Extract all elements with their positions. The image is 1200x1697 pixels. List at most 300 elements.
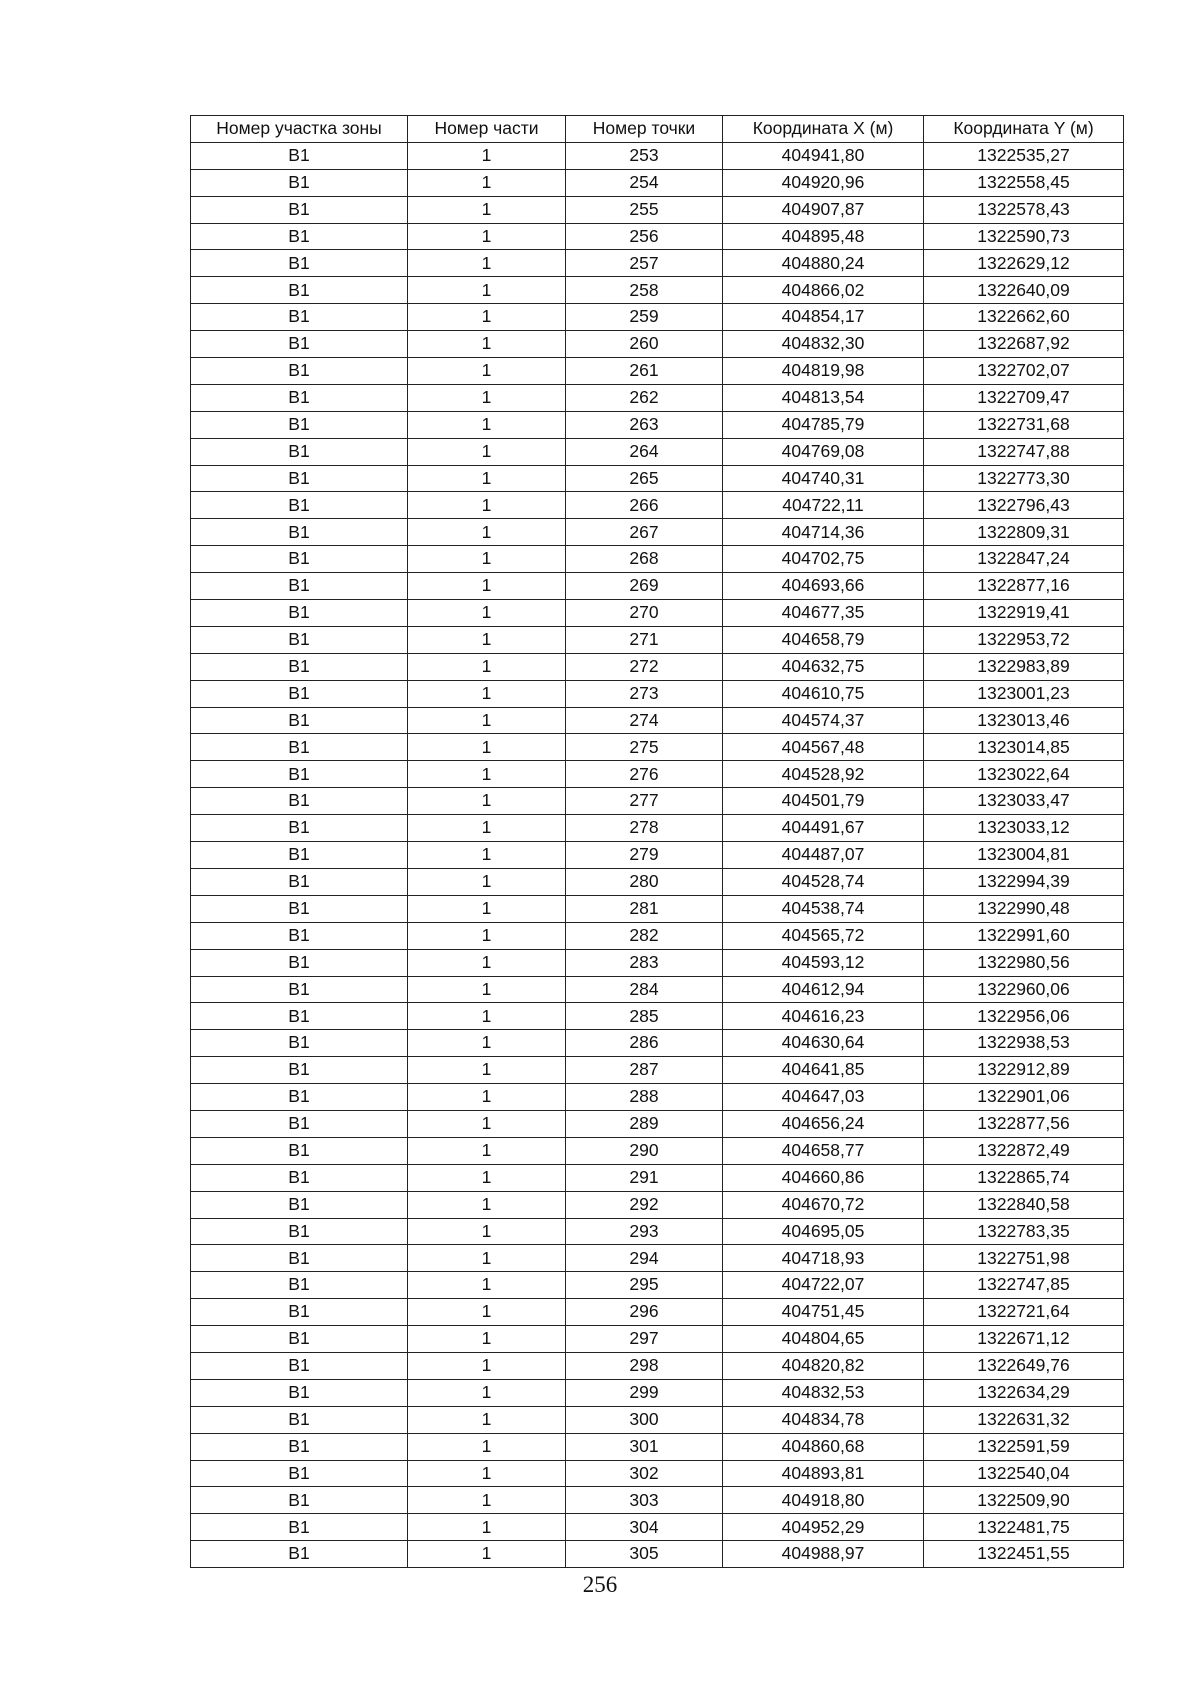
- coordinate-y-cell: 1323004,81: [924, 842, 1124, 869]
- part-number-cell: 1: [408, 895, 566, 922]
- coordinate-x-cell: 404832,30: [723, 331, 924, 358]
- point-number-cell: 277: [566, 788, 723, 815]
- table-row: [191, 573, 1124, 600]
- point-number-cell: 270: [566, 600, 723, 627]
- zone-section-cell: В1: [191, 438, 408, 465]
- zone-section-cell: В1: [191, 1218, 408, 1245]
- coordinate-y-cell: 1322847,24: [924, 546, 1124, 573]
- zone-section-cell: В1: [191, 707, 408, 734]
- coordinate-y-cell: 1322640,09: [924, 277, 1124, 304]
- table-row: [191, 196, 1124, 223]
- point-number-cell: 299: [566, 1379, 723, 1406]
- coordinate-x-cell: 404941,80: [723, 142, 924, 169]
- zone-section-cell: В1: [191, 1084, 408, 1111]
- table-row: [191, 519, 1124, 546]
- coordinate-y-cell: 1322840,58: [924, 1191, 1124, 1218]
- part-number-cell: 1: [408, 358, 566, 385]
- coordinate-x-cell: 404834,78: [723, 1406, 924, 1433]
- table-row: [191, 1191, 1124, 1218]
- table-row: [191, 411, 1124, 438]
- table-row: [191, 922, 1124, 949]
- table-row: [191, 1406, 1124, 1433]
- zone-section-cell: В1: [191, 949, 408, 976]
- part-number-cell: 1: [408, 1379, 566, 1406]
- zone-section-cell: В1: [191, 976, 408, 1003]
- coordinate-y-cell: 1322865,74: [924, 1164, 1124, 1191]
- coordinate-x-cell: 404702,75: [723, 546, 924, 573]
- point-number-cell: 305: [566, 1541, 723, 1568]
- part-number-cell: 1: [408, 1433, 566, 1460]
- zone-section-cell: В1: [191, 142, 408, 169]
- table-row: [191, 868, 1124, 895]
- coordinate-y-cell: 1322721,64: [924, 1299, 1124, 1326]
- coordinate-x-cell: 404491,67: [723, 815, 924, 842]
- coordinate-x-cell: 404632,75: [723, 653, 924, 680]
- table-row: [191, 842, 1124, 869]
- table-row: [191, 384, 1124, 411]
- table-row: [191, 1110, 1124, 1137]
- coordinate-y-cell: 1322938,53: [924, 1030, 1124, 1057]
- table-row: [191, 1487, 1124, 1514]
- part-number-cell: 1: [408, 1326, 566, 1353]
- part-number-cell: 1: [408, 842, 566, 869]
- point-number-cell: 298: [566, 1352, 723, 1379]
- part-number-cell: 1: [408, 626, 566, 653]
- coordinate-y-cell: 1322991,60: [924, 922, 1124, 949]
- point-number-cell: 290: [566, 1137, 723, 1164]
- table-row: [191, 815, 1124, 842]
- coordinate-y-cell: 1322990,48: [924, 895, 1124, 922]
- coordinate-x-cell: 404718,93: [723, 1245, 924, 1272]
- coordinate-x-cell: 404751,45: [723, 1299, 924, 1326]
- point-number-cell: 260: [566, 331, 723, 358]
- coordinate-y-cell: 1322901,06: [924, 1084, 1124, 1111]
- coordinate-x-cell: 404630,64: [723, 1030, 924, 1057]
- table-row: [191, 1541, 1124, 1568]
- zone-section-cell: В1: [191, 761, 408, 788]
- part-number-cell: 1: [408, 600, 566, 627]
- table-row: [191, 976, 1124, 1003]
- point-number-cell: 264: [566, 438, 723, 465]
- coordinate-x-cell: 404487,07: [723, 842, 924, 869]
- part-number-cell: 1: [408, 868, 566, 895]
- zone-section-cell: В1: [191, 653, 408, 680]
- coordinate-x-cell: 404740,31: [723, 465, 924, 492]
- point-number-cell: 285: [566, 1003, 723, 1030]
- header-coordinate-y: Координата Y (м): [924, 116, 1124, 143]
- zone-section-cell: В1: [191, 1245, 408, 1272]
- zone-section-cell: В1: [191, 331, 408, 358]
- zone-section-cell: В1: [191, 734, 408, 761]
- point-number-cell: 281: [566, 895, 723, 922]
- point-number-cell: 300: [566, 1406, 723, 1433]
- coordinate-y-cell: 1322451,55: [924, 1541, 1124, 1568]
- part-number-cell: 1: [408, 142, 566, 169]
- point-number-cell: 294: [566, 1245, 723, 1272]
- part-number-cell: 1: [408, 250, 566, 277]
- part-number-cell: 1: [408, 680, 566, 707]
- coordinate-y-cell: 1322980,56: [924, 949, 1124, 976]
- coordinate-y-cell: 1323001,23: [924, 680, 1124, 707]
- zone-section-cell: В1: [191, 1487, 408, 1514]
- point-number-cell: 255: [566, 196, 723, 223]
- zone-section-cell: В1: [191, 250, 408, 277]
- table-row: [191, 600, 1124, 627]
- zone-section-cell: В1: [191, 1057, 408, 1084]
- part-number-cell: 1: [408, 949, 566, 976]
- part-number-cell: 1: [408, 1110, 566, 1137]
- table-row: [191, 895, 1124, 922]
- coordinate-x-cell: 404722,07: [723, 1272, 924, 1299]
- zone-section-cell: В1: [191, 169, 408, 196]
- part-number-cell: 1: [408, 277, 566, 304]
- coordinate-x-cell: 404866,02: [723, 277, 924, 304]
- header-coordinate-x: Координата X (м): [723, 116, 924, 143]
- point-number-cell: 289: [566, 1110, 723, 1137]
- coordinates-table: [190, 115, 1124, 1568]
- table-row: [191, 304, 1124, 331]
- coordinate-x-cell: 404819,98: [723, 358, 924, 385]
- coordinate-x-cell: 404610,75: [723, 680, 924, 707]
- part-number-cell: 1: [408, 1460, 566, 1487]
- zone-section-cell: В1: [191, 358, 408, 385]
- point-number-cell: 303: [566, 1487, 723, 1514]
- table-row: [191, 1326, 1124, 1353]
- table-row: [191, 707, 1124, 734]
- point-number-cell: 275: [566, 734, 723, 761]
- coordinate-x-cell: 404820,82: [723, 1352, 924, 1379]
- coordinate-x-cell: 404501,79: [723, 788, 924, 815]
- point-number-cell: 273: [566, 680, 723, 707]
- coordinate-y-cell: 1322877,16: [924, 573, 1124, 600]
- point-number-cell: 292: [566, 1191, 723, 1218]
- point-number-cell: 259: [566, 304, 723, 331]
- zone-section-cell: В1: [191, 304, 408, 331]
- coordinate-x-cell: 404647,03: [723, 1084, 924, 1111]
- point-number-cell: 284: [566, 976, 723, 1003]
- coordinate-y-cell: 1322702,07: [924, 358, 1124, 385]
- coordinate-y-cell: 1322731,68: [924, 411, 1124, 438]
- point-number-cell: 263: [566, 411, 723, 438]
- zone-section-cell: В1: [191, 465, 408, 492]
- coordinate-y-cell: 1323033,12: [924, 815, 1124, 842]
- point-number-cell: 262: [566, 384, 723, 411]
- coordinate-y-cell: 1322956,06: [924, 1003, 1124, 1030]
- part-number-cell: 1: [408, 1406, 566, 1433]
- table-row: [191, 492, 1124, 519]
- part-number-cell: 1: [408, 169, 566, 196]
- part-number-cell: 1: [408, 1245, 566, 1272]
- coordinate-y-cell: 1322709,47: [924, 384, 1124, 411]
- coordinate-y-cell: 1322540,04: [924, 1460, 1124, 1487]
- coordinate-y-cell: 1322671,12: [924, 1326, 1124, 1353]
- table-row: [191, 1245, 1124, 1272]
- point-number-cell: 276: [566, 761, 723, 788]
- point-number-cell: 304: [566, 1514, 723, 1541]
- point-number-cell: 295: [566, 1272, 723, 1299]
- coordinate-x-cell: 404528,92: [723, 761, 924, 788]
- coordinate-x-cell: 404593,12: [723, 949, 924, 976]
- zone-section-cell: В1: [191, 277, 408, 304]
- zone-section-cell: В1: [191, 1164, 408, 1191]
- coordinate-x-cell: 404769,08: [723, 438, 924, 465]
- table-row: [191, 1164, 1124, 1191]
- coordinate-x-cell: 404804,65: [723, 1326, 924, 1353]
- point-number-cell: 253: [566, 142, 723, 169]
- table-row: [191, 949, 1124, 976]
- coordinate-x-cell: 404656,24: [723, 1110, 924, 1137]
- coordinate-y-cell: 1323013,46: [924, 707, 1124, 734]
- table-row: [191, 546, 1124, 573]
- point-number-cell: 274: [566, 707, 723, 734]
- coordinate-y-cell: 1322509,90: [924, 1487, 1124, 1514]
- part-number-cell: 1: [408, 438, 566, 465]
- header-part-number: Номер части: [408, 116, 566, 143]
- table-header: [191, 116, 1124, 143]
- part-number-cell: 1: [408, 1164, 566, 1191]
- part-number-cell: 1: [408, 1137, 566, 1164]
- table-row: [191, 1137, 1124, 1164]
- coordinate-x-cell: 404893,81: [723, 1460, 924, 1487]
- zone-section-cell: В1: [191, 546, 408, 573]
- coordinate-x-cell: 404952,29: [723, 1514, 924, 1541]
- part-number-cell: 1: [408, 465, 566, 492]
- part-number-cell: 1: [408, 1299, 566, 1326]
- coordinate-y-cell: 1322590,73: [924, 223, 1124, 250]
- coordinate-y-cell: 1322877,56: [924, 1110, 1124, 1137]
- part-number-cell: 1: [408, 304, 566, 331]
- zone-section-cell: В1: [191, 626, 408, 653]
- point-number-cell: 297: [566, 1326, 723, 1353]
- point-number-cell: 280: [566, 868, 723, 895]
- point-number-cell: 288: [566, 1084, 723, 1111]
- table-row: [191, 1218, 1124, 1245]
- point-number-cell: 291: [566, 1164, 723, 1191]
- coordinate-y-cell: 1322773,30: [924, 465, 1124, 492]
- coordinate-x-cell: 404658,79: [723, 626, 924, 653]
- part-number-cell: 1: [408, 411, 566, 438]
- coordinate-y-cell: 1322649,76: [924, 1352, 1124, 1379]
- point-number-cell: 271: [566, 626, 723, 653]
- table-row: [191, 250, 1124, 277]
- zone-section-cell: В1: [191, 1110, 408, 1137]
- coordinate-y-cell: 1322578,43: [924, 196, 1124, 223]
- coordinate-y-cell: 1322872,49: [924, 1137, 1124, 1164]
- zone-section-cell: В1: [191, 680, 408, 707]
- zone-section-cell: В1: [191, 1326, 408, 1353]
- table-row: [191, 438, 1124, 465]
- part-number-cell: 1: [408, 223, 566, 250]
- table-body: [191, 142, 1124, 1567]
- zone-section-cell: В1: [191, 573, 408, 600]
- zone-section-cell: В1: [191, 1379, 408, 1406]
- point-number-cell: 265: [566, 465, 723, 492]
- table-row: [191, 1514, 1124, 1541]
- part-number-cell: 1: [408, 1352, 566, 1379]
- coordinate-x-cell: 404612,94: [723, 976, 924, 1003]
- coordinate-x-cell: 404714,36: [723, 519, 924, 546]
- part-number-cell: 1: [408, 546, 566, 573]
- coordinate-x-cell: 404854,17: [723, 304, 924, 331]
- table-row: [191, 1299, 1124, 1326]
- coordinate-x-cell: 404918,80: [723, 1487, 924, 1514]
- coordinate-y-cell: 1322796,43: [924, 492, 1124, 519]
- part-number-cell: 1: [408, 384, 566, 411]
- zone-section-cell: В1: [191, 1137, 408, 1164]
- zone-section-cell: В1: [191, 1433, 408, 1460]
- point-number-cell: 279: [566, 842, 723, 869]
- zone-section-cell: В1: [191, 600, 408, 627]
- part-number-cell: 1: [408, 707, 566, 734]
- table-row: [191, 1030, 1124, 1057]
- coordinate-y-cell: 1322629,12: [924, 250, 1124, 277]
- point-number-cell: 302: [566, 1460, 723, 1487]
- point-number-cell: 267: [566, 519, 723, 546]
- part-number-cell: 1: [408, 1191, 566, 1218]
- coordinate-x-cell: 404695,05: [723, 1218, 924, 1245]
- zone-section-cell: В1: [191, 1352, 408, 1379]
- table-row: [191, 1433, 1124, 1460]
- coordinate-y-cell: 1322960,06: [924, 976, 1124, 1003]
- coordinate-y-cell: 1322687,92: [924, 331, 1124, 358]
- coordinate-x-cell: 404641,85: [723, 1057, 924, 1084]
- coordinate-x-cell: 404832,53: [723, 1379, 924, 1406]
- zone-section-cell: В1: [191, 223, 408, 250]
- coordinate-y-cell: 1322751,98: [924, 1245, 1124, 1272]
- coordinate-x-cell: 404693,66: [723, 573, 924, 600]
- point-number-cell: 258: [566, 277, 723, 304]
- table-row: [191, 788, 1124, 815]
- part-number-cell: 1: [408, 196, 566, 223]
- coordinate-x-cell: 404574,37: [723, 707, 924, 734]
- coordinate-y-cell: 1322634,29: [924, 1379, 1124, 1406]
- coordinate-y-cell: 1322912,89: [924, 1057, 1124, 1084]
- header-zone-section: Номер участка зоны: [191, 116, 408, 143]
- zone-section-cell: В1: [191, 895, 408, 922]
- table-row: [191, 680, 1124, 707]
- point-number-cell: 256: [566, 223, 723, 250]
- part-number-cell: 1: [408, 734, 566, 761]
- table-row: [191, 626, 1124, 653]
- coordinate-y-cell: 1323033,47: [924, 788, 1124, 815]
- zone-section-cell: В1: [191, 868, 408, 895]
- part-number-cell: 1: [408, 331, 566, 358]
- table-row: [191, 358, 1124, 385]
- zone-section-cell: В1: [191, 1272, 408, 1299]
- coordinate-y-cell: 1322591,59: [924, 1433, 1124, 1460]
- table-row: [191, 734, 1124, 761]
- point-number-cell: 282: [566, 922, 723, 949]
- coordinate-y-cell: 1322919,41: [924, 600, 1124, 627]
- point-number-cell: 278: [566, 815, 723, 842]
- part-number-cell: 1: [408, 1272, 566, 1299]
- table-row: [191, 653, 1124, 680]
- part-number-cell: 1: [408, 761, 566, 788]
- point-number-cell: 269: [566, 573, 723, 600]
- point-number-cell: 272: [566, 653, 723, 680]
- table-row: [191, 761, 1124, 788]
- part-number-cell: 1: [408, 976, 566, 1003]
- part-number-cell: 1: [408, 492, 566, 519]
- coordinate-x-cell: 404907,87: [723, 196, 924, 223]
- coordinate-x-cell: 404988,97: [723, 1541, 924, 1568]
- zone-section-cell: В1: [191, 1299, 408, 1326]
- coordinate-y-cell: 1322631,32: [924, 1406, 1124, 1433]
- point-number-cell: 301: [566, 1433, 723, 1460]
- point-number-cell: 261: [566, 358, 723, 385]
- coordinate-x-cell: 404813,54: [723, 384, 924, 411]
- coordinate-y-cell: 1322535,27: [924, 142, 1124, 169]
- table-row: [191, 1460, 1124, 1487]
- zone-section-cell: В1: [191, 492, 408, 519]
- coordinate-x-cell: 404860,68: [723, 1433, 924, 1460]
- point-number-cell: 283: [566, 949, 723, 976]
- part-number-cell: 1: [408, 653, 566, 680]
- zone-section-cell: В1: [191, 196, 408, 223]
- coordinate-x-cell: 404538,74: [723, 895, 924, 922]
- coordinate-x-cell: 404670,72: [723, 1191, 924, 1218]
- zone-section-cell: В1: [191, 1460, 408, 1487]
- coordinate-x-cell: 404677,35: [723, 600, 924, 627]
- zone-section-cell: В1: [191, 1030, 408, 1057]
- table-row: [191, 142, 1124, 169]
- coordinate-y-cell: 1322809,31: [924, 519, 1124, 546]
- part-number-cell: 1: [408, 1003, 566, 1030]
- zone-section-cell: В1: [191, 788, 408, 815]
- coordinate-y-cell: 1322481,75: [924, 1514, 1124, 1541]
- coordinate-x-cell: 404880,24: [723, 250, 924, 277]
- coordinate-y-cell: 1322953,72: [924, 626, 1124, 653]
- coordinate-x-cell: 404722,11: [723, 492, 924, 519]
- part-number-cell: 1: [408, 1514, 566, 1541]
- coordinate-y-cell: 1322747,85: [924, 1272, 1124, 1299]
- coordinate-x-cell: 404785,79: [723, 411, 924, 438]
- part-number-cell: 1: [408, 1084, 566, 1111]
- header-row: [191, 116, 1124, 143]
- part-number-cell: 1: [408, 922, 566, 949]
- coordinate-x-cell: 404920,96: [723, 169, 924, 196]
- point-number-cell: 266: [566, 492, 723, 519]
- point-number-cell: 287: [566, 1057, 723, 1084]
- part-number-cell: 1: [408, 788, 566, 815]
- part-number-cell: 1: [408, 1057, 566, 1084]
- part-number-cell: 1: [408, 1218, 566, 1245]
- coordinate-x-cell: 404616,23: [723, 1003, 924, 1030]
- point-number-cell: 254: [566, 169, 723, 196]
- page-number: 256: [582, 1572, 618, 1597]
- coordinate-y-cell: 1322662,60: [924, 304, 1124, 331]
- coordinate-y-cell: 1323022,64: [924, 761, 1124, 788]
- part-number-cell: 1: [408, 1030, 566, 1057]
- table-row: [191, 1352, 1124, 1379]
- zone-section-cell: В1: [191, 815, 408, 842]
- coordinate-y-cell: 1322747,88: [924, 438, 1124, 465]
- coordinate-y-cell: 1322994,39: [924, 868, 1124, 895]
- table-row: [191, 1057, 1124, 1084]
- part-number-cell: 1: [408, 815, 566, 842]
- table-row: [191, 277, 1124, 304]
- part-number-cell: 1: [408, 519, 566, 546]
- coordinate-x-cell: 404658,77: [723, 1137, 924, 1164]
- coordinate-x-cell: 404895,48: [723, 223, 924, 250]
- point-number-cell: 293: [566, 1218, 723, 1245]
- part-number-cell: 1: [408, 1487, 566, 1514]
- header-point-number: Номер точки: [566, 116, 723, 143]
- zone-section-cell: В1: [191, 519, 408, 546]
- coordinate-x-cell: 404567,48: [723, 734, 924, 761]
- zone-section-cell: В1: [191, 842, 408, 869]
- point-number-cell: 257: [566, 250, 723, 277]
